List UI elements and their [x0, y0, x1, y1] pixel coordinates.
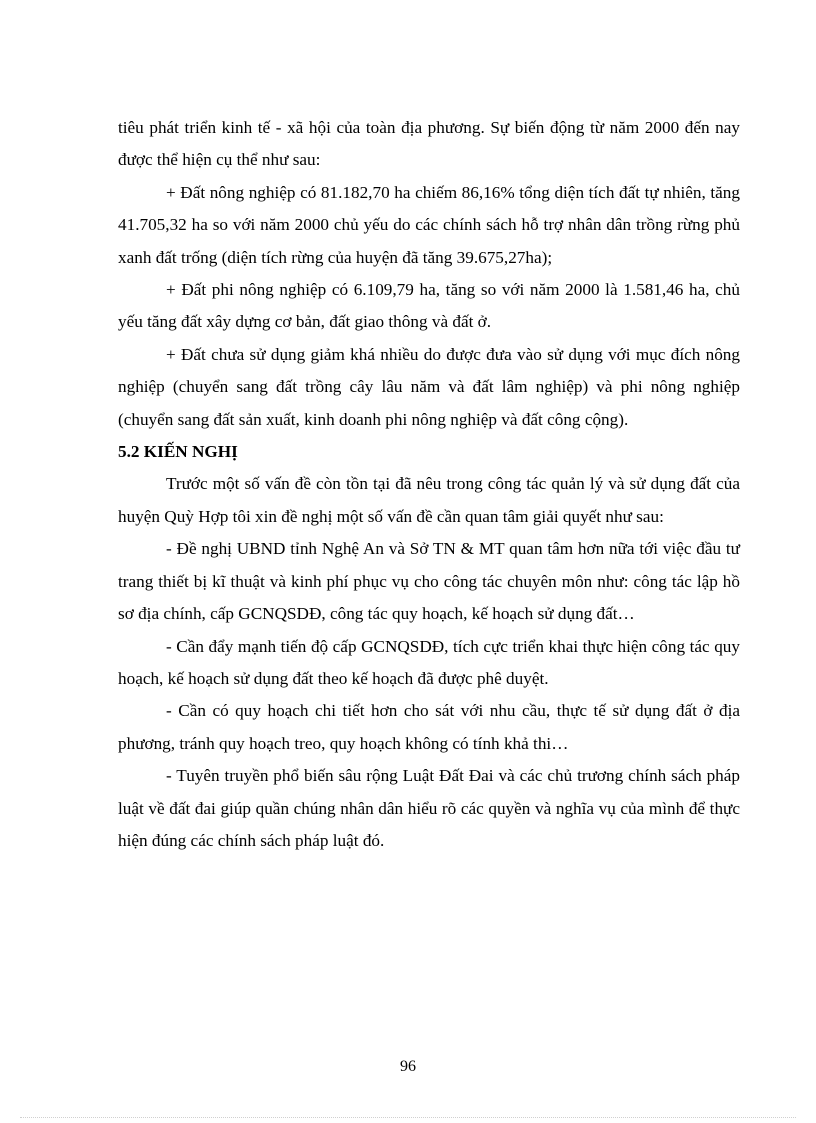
page-bottom-border: [20, 1117, 796, 1118]
section-heading-recommendations: 5.2 KIẾN NGHỊ: [118, 442, 238, 462]
recommendation-item-3: - Cần có quy hoạch chi tiết hơn cho sát với nhu cầu, thực tế sử dụng đất ở địa phương, tránh quy hoạch treo, quy hoạch không có tính khả thi…: [118, 701, 740, 753]
page-body: [118, 112, 740, 857]
paragraph-agricultural-land: + Đất nông nghiệp có 81.182,70 ha chiếm 86,16% tổng diện tích đất tự nhiên, tăng 41.705,32 ha so với năm 2000 chủ yếu do các chính sách hỗ trợ nhân dân trồng rừng phủ xanh đất trống (diện tích rừng của huyện đã tăng 39.675,27ha);: [118, 182, 740, 267]
paragraph-unused-land: + Đất chưa sử dụng giảm khá nhiều do được đưa vào sử dụng với mục đích nông nghiệp (chuyển sang đất trồng cây lâu năm và đất lâm nghiệp) và phi nông nghiệp (chuyển sang đất sản xuất, kinh doanh phi nông nghiệp và đất công cộng).: [118, 344, 740, 429]
paragraph-intro: tiêu phát triển kinh tế - xã hội của toàn địa phương. Sự biến động từ năm 2000 đến nay được thể hiện cụ thể như sau:: [118, 118, 740, 170]
recommendation-item-2: - Cần đẩy mạnh tiến độ cấp GCNQSDĐ, tích cực triển khai thực hiện công tác quy hoạch, kế hoạch sử dụng đất theo kế hoạch đã được phê duyệt.: [118, 636, 740, 688]
recommendation-item-4: - Tuyên truyền phổ biến sâu rộng Luật Đất Đai và các chủ trương chính sách pháp luật về đất đai giúp quần chúng nhân dân hiểu rõ các quyền và nghĩa vụ của mình để thực hiện đúng các chính sách pháp luật đó.: [118, 766, 740, 850]
paragraph-non-agricultural-land: + Đất phi nông nghiệp có 6.109,79 ha, tăng so với năm 2000 là 1.581,46 ha, chủ yếu tăng đất xây dựng cơ bản, đất giao thông và đất ở.: [118, 280, 740, 332]
recommendation-item-1: - Đề nghị UBND tỉnh Nghệ An và Sở TN & MT quan tâm hơn nữa tới việc đầu tư trang thiết bị kĩ thuật và kinh phí phục vụ cho công tác chuyên môn như: công tác lập hồ sơ địa chính, cấp GCNQSDĐ, công tác quy hoạch, kế hoạch sử dụng đất…: [118, 539, 740, 624]
page-number: 96: [400, 1058, 416, 1075]
paragraph-recommendations-intro: Trước một số vấn đề còn tồn tại đã nêu trong công tác quản lý và sử dụng đất của huyện Quỳ Hợp tôi xin đề nghị một số vấn đề cần quan tâm giải quyết như sau:: [118, 474, 740, 526]
